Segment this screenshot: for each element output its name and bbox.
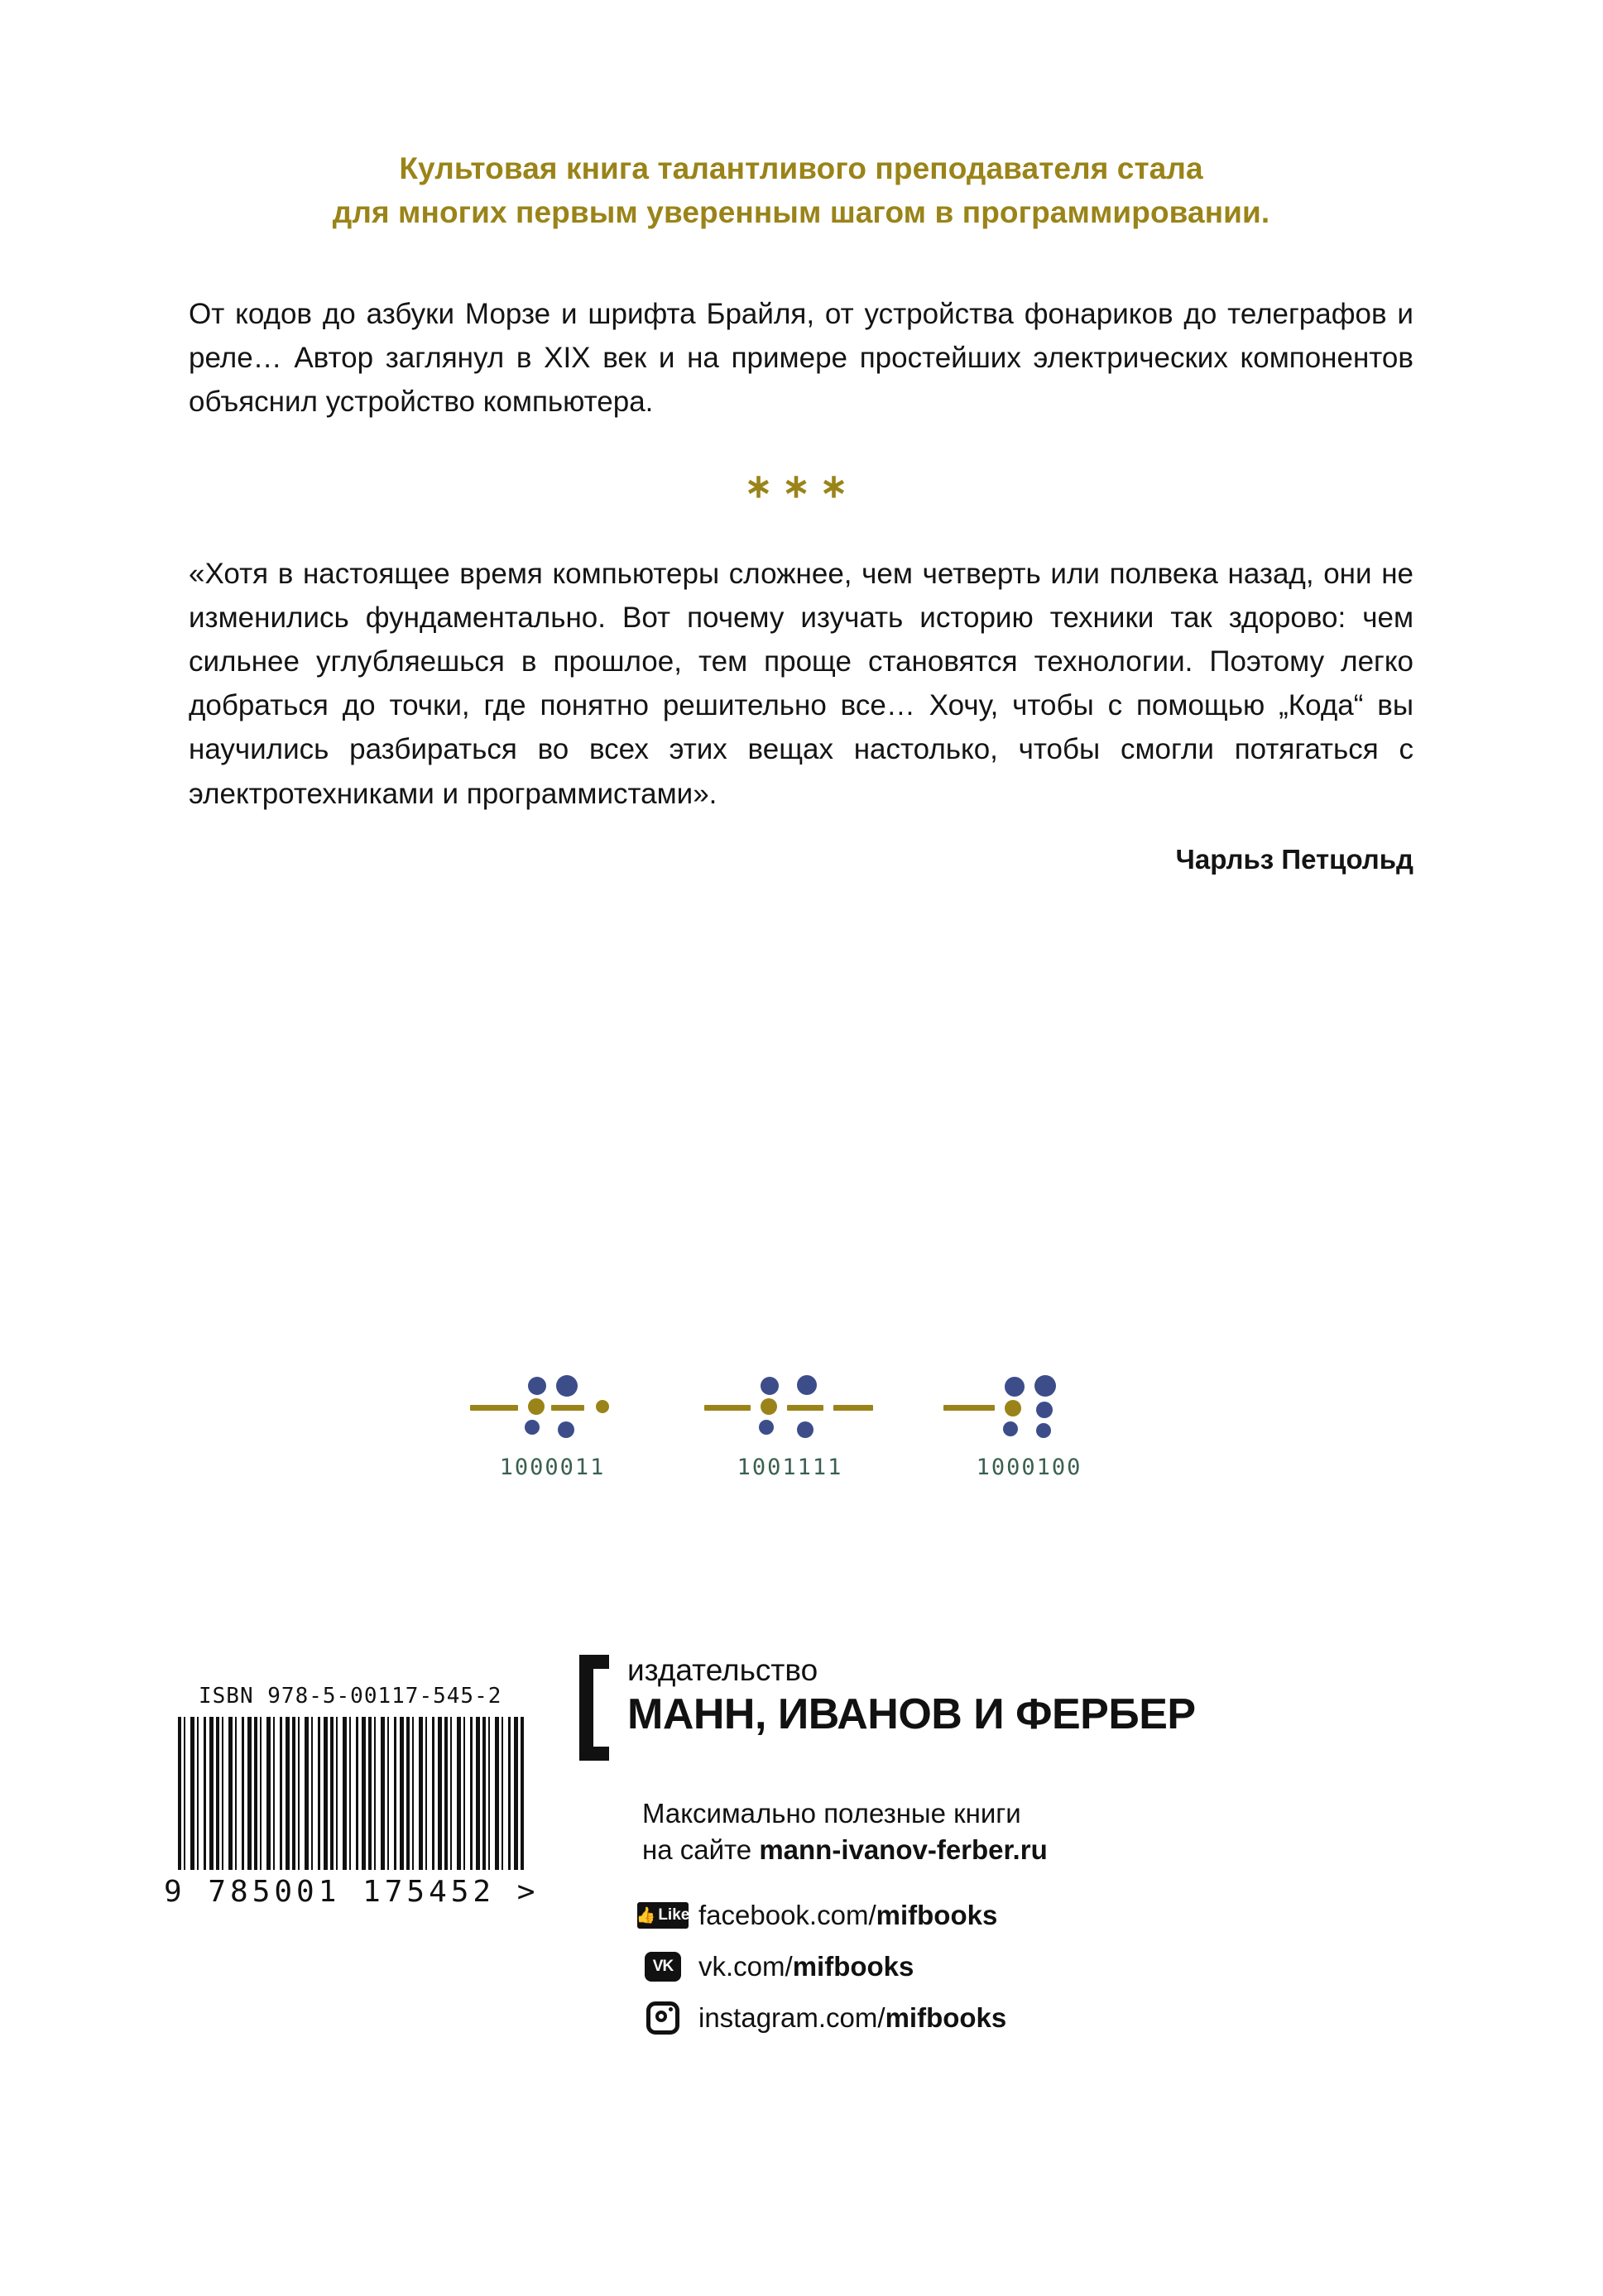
instagram-url-prefix: instagram.com/	[698, 2001, 885, 2033]
vk-url-prefix: vk.com/	[698, 1950, 793, 1982]
vk-icon	[642, 1949, 684, 1984]
binary-label-3: 1000100	[976, 1455, 1082, 1480]
binary-label-1: 1000011	[499, 1455, 606, 1480]
quote-author: Чарльз Петцольд	[1175, 843, 1413, 875]
tagline-prefix: на сайте	[642, 1833, 760, 1865]
thumbs-up-icon: 👍	[636, 1906, 656, 1925]
headline-line-1: Культовая книга талантливого преподавателя стала	[399, 151, 1203, 185]
instagram-handle: mifbooks	[885, 2001, 1007, 2033]
divider-asterisks: ∗∗∗	[744, 467, 858, 505]
morse-binary-graphic	[463, 1365, 1142, 1498]
vk-badge: VK	[645, 1952, 681, 1982]
morse-art-2	[701, 1365, 879, 1458]
facebook-like-badge	[637, 1902, 689, 1929]
morse-group-1	[463, 1365, 641, 1498]
isbn-label: ISBN 978-5-00117-545-2	[199, 1684, 502, 1709]
barcode-image	[178, 1717, 526, 1870]
instagram-icon	[642, 2001, 684, 2035]
publisher-name: МАНН, ИВАНОВ И ФЕРБЕР	[627, 1690, 1196, 1738]
social-links	[636, 1898, 1341, 2035]
barcode-digits: 9 785001 175452 >	[164, 1875, 540, 1909]
facebook-url-prefix: facebook.com/	[698, 1899, 876, 1930]
vk-link-text[interactable]	[698, 1951, 914, 1982]
bracket-icon	[579, 1655, 609, 1761]
publisher-block	[579, 1655, 1341, 2052]
publisher-label: издательство	[627, 1653, 818, 1687]
headline-line-2: для многих первым уверенным шагом в программировании.	[332, 194, 1270, 229]
publisher-tagline	[642, 1795, 1341, 1868]
social-row-vk[interactable]	[642, 1949, 1341, 1984]
tagline-line-2	[642, 1832, 1341, 1868]
morse-group-3	[940, 1365, 1118, 1498]
binary-label-2: 1001111	[737, 1455, 843, 1480]
facebook-handle: mifbooks	[876, 1899, 998, 1930]
page-title	[189, 147, 1413, 234]
instagram-link-text[interactable]	[698, 2002, 1006, 2034]
vk-handle: mifbooks	[792, 1950, 914, 1982]
facebook-like-label: Like	[658, 1905, 690, 1924]
social-row-instagram[interactable]	[642, 2001, 1341, 2035]
publisher-website[interactable]: mann-ivanov-ferber.ru	[759, 1833, 1048, 1865]
morse-art-1	[463, 1365, 641, 1458]
author-quote: «Хотя в настоящее время компьютеры сложнее, чем четверть или полвека назад, они не изменились фундаментально. Вот почему изучать историю техники так здорово: чем сильнее углубляешься в прошлое, тем проще становятся технологии. Поэтому легко добраться до точки, где понятно решительно все… Хочу, чтобы с помощью „Кода“ вы научились разбираться во всех этих вещах настолько, чтобы смогли потягаться с электротехниками и программистами».	[189, 557, 1413, 810]
morse-group-2	[701, 1365, 879, 1498]
morse-art-3	[940, 1365, 1118, 1458]
facebook-link-text[interactable]	[698, 1900, 997, 1931]
tagline-line-1: Максимально полезные книги	[642, 1798, 1021, 1829]
facebook-icon	[636, 1898, 690, 1933]
instagram-badge	[646, 2001, 679, 2035]
intro-paragraph: От кодов до азбуки Морзе и шрифта Брайля, от устройства фонариков до телеграфов и реле… Автор заглянул в XIX век и на примере простейших электрических компонентов объяснил устройство компьютера.	[189, 298, 1413, 419]
social-row-facebook[interactable]	[636, 1898, 1341, 1933]
isbn-block	[157, 1684, 542, 1909]
publisher-heading	[579, 1655, 1341, 1761]
cover-text-block	[189, 147, 1413, 875]
